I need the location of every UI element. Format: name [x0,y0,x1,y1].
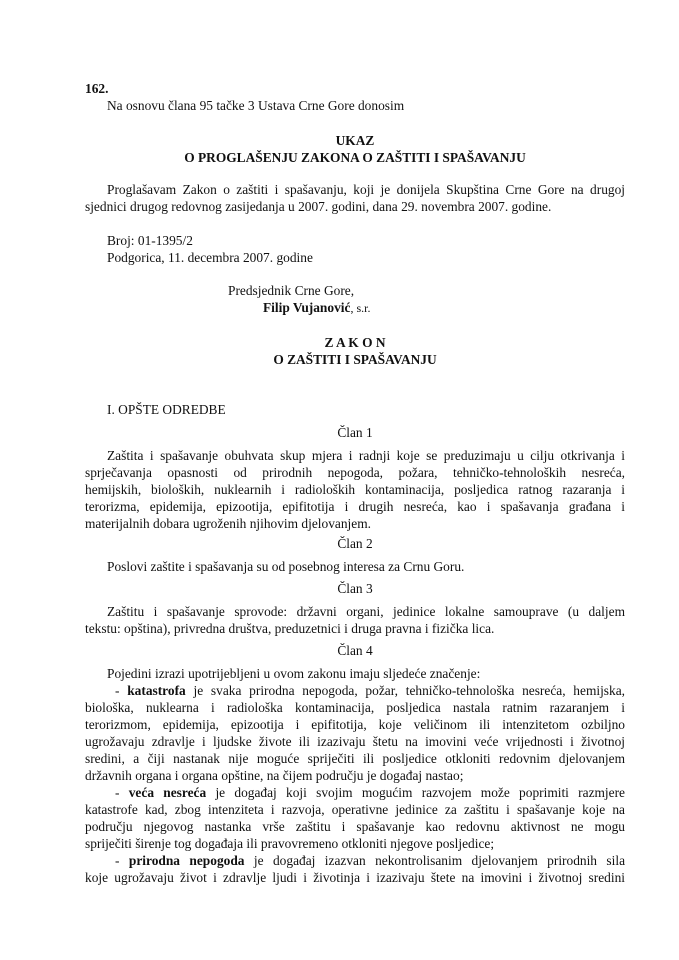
text-line: sjednici drugog redovnog zasijedanja u 2007. godini, dana 29. novembra 2007. godine. [85,199,552,214]
signer-title: Predsjednik Crne Gore, [228,283,355,298]
ukaz-heading [85,132,625,166]
zakon-subtitle: O ZAŠTITI I SPAŠAVANJU [273,352,437,367]
article-3 [85,580,625,637]
signature-block [85,282,625,316]
ukaz-body [85,181,625,215]
text-line: hemijskih, bioloških, nuklearnih i radioloških kontaminacija, posljedica ratnog razaranja i [85,482,625,497]
article-heading: Član 3 [337,581,373,596]
zakon-title: Z A K O N [324,335,386,350]
article-heading: Član 2 [337,536,373,551]
definition-text: je svaka prirodna nepogoda, požar, tehničko-tehnološka nesreća, hemijska, [185,683,625,698]
text-line: Zaštita i spašavanje obuhvata skup mjera i radnji koje se preduzimaju u cilju otkrivanja i [107,448,625,463]
text-line: Zaštitu i spašavanje sprovode: državni organi, jedinice lokalne samouprave (u daljem [107,604,625,619]
definition-prirodna-nepogoda [85,852,625,869]
definition-katastrofa [85,682,625,699]
text-line: državnih organa i organa opštine, na čijem području je događaj nastao; [85,768,464,783]
signer-suffix: , s.r. [350,301,371,315]
definition-text: je događaj koji svojim mogućim razvojem može poprimiti razmjere [206,785,625,800]
dash: - [115,853,129,868]
section-heading [85,401,625,418]
term: veća nesreća [128,785,207,800]
definition-veca-nesreca [85,784,625,801]
ukaz-block [85,80,625,114]
zakon-heading [85,334,625,368]
section-title: I. OPŠTE ODREDBE [107,402,226,417]
place-date: Podgorica, 11. decembra 2007. godine [107,250,313,265]
text-line: katastrofe kad, zbog intenziteta i razvoja, operativne jedinice za zaštitu i spašavanje koje na [85,802,625,817]
text-line: području njegovog nastanka vrše zaštitu i spašavanje kao redovnu aktivnost ne mogu [85,819,625,834]
ukaz-subtitle: O PROGLAŠENJU ZAKONA O ZAŠTITI I SPAŠAVANJU [184,150,526,165]
text-line: spriječiti širenje tog događaja ili pravovremeno otkloniti njegove posljedice; [85,836,495,851]
article-2 [85,535,625,575]
text-line: ugrožavaju zdravlje i ljudske živote ili izazivaju štetu na imovini veće vrijednosti i životnoj [85,734,625,749]
text-line: Proglašavam Zakon o zaštiti i spašavanju, koji je donijela Skupština Crne Gore na drugoj [107,182,625,197]
text-line: biološka, nuklearna i radiološka kontaminacija, posljedica nastala ratnim razaranjem i [85,700,625,715]
dash: - [115,683,128,698]
term: katastrofa [127,683,186,698]
text-line: terorizmom, epidemija, epizootija i epifitotija, koje veličinom ili intenzitetom ozbiljno [85,717,625,732]
dash: - [115,785,129,800]
text-line: sredini, a čiji nastanak nije moguće spriječiti ili posljedice otkloniti redovnim djelovanjem [85,751,625,766]
ukaz-reference [85,232,625,266]
text-line: Poslovi zaštite i spašavanja su od posebnog interesa za Crnu Goru. [107,559,465,574]
article-1 [85,424,625,532]
ukaz-title: UKAZ [335,133,375,148]
broj: Broj: 01-1395/2 [107,233,193,248]
text-line: Pojedini izrazi upotrijebljeni u ovom zakonu imaju sljedeće značenje: [107,666,481,681]
text-line: koje ugrožavaju život i zdravlje ljudi i životinja i izazivaju štete na imovini i životnoj sredini [85,870,625,885]
intro-text: Na osnovu člana 95 tačke 3 Ustava Crne Gore donosim [107,98,405,113]
article-heading: Član 4 [337,643,373,658]
signer-name: Filip Vujanović [263,300,351,315]
gazette-item-number: 162. [85,81,109,96]
definition-text: je događaj izazvan nekontrolisanim djelovanjem prirodnih sila [244,853,625,868]
text-line: terorizma, epidemija, epizootija, epifitotija i drugih nesreća, kao i spašavanja građana i [85,499,625,514]
term: prirodna nepogoda [128,853,245,868]
article-4 [85,642,625,886]
text-line: sprječavanja opasnosti od prirodnih nepogoda, požara, tehničko-tehnoloških nesreća, [85,465,625,480]
article-heading: Član 1 [337,425,373,440]
text-line: materijalnih dobara ugroženih njihovim djelovanjem. [85,516,371,531]
text-line: tekstu: opština), privredna društva, preduzetnici i druga pravna i fizička lica. [85,621,495,636]
